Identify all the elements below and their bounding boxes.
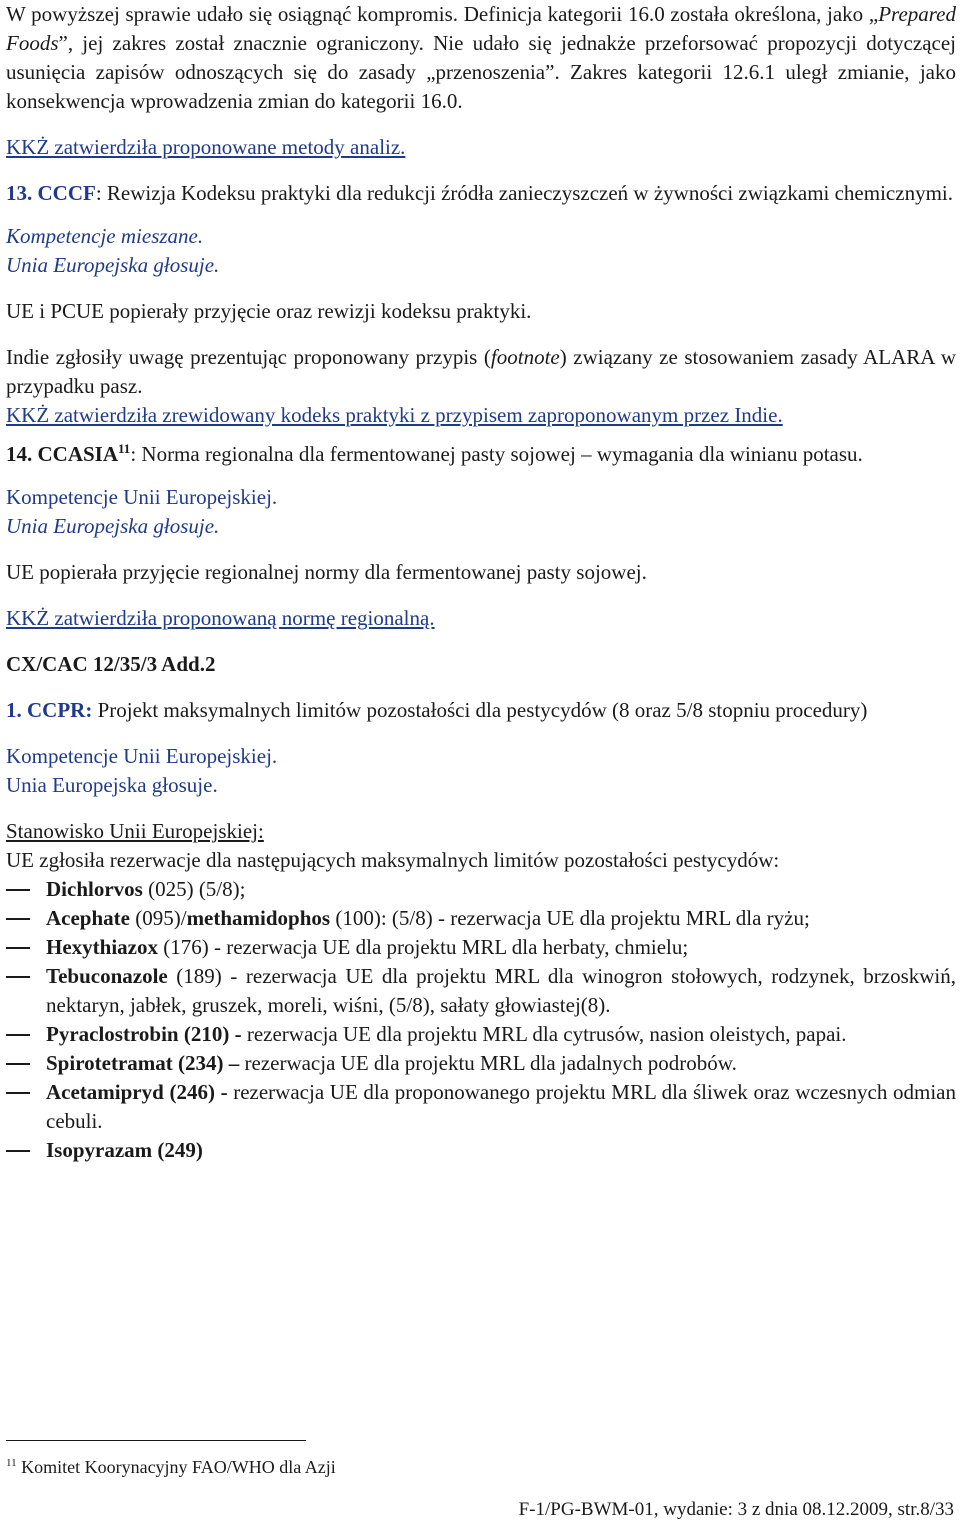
item13-p2-c: ) związany ze stosowaniem zasady ALARA w przypadku pasz. (6, 345, 957, 398)
item13-decision: KKŻ zatwierdziła zrewidowany kodeks praktyki z przypisem zaproponowanym przez Indie. (6, 403, 783, 427)
list-item (6, 1020, 956, 1049)
item1-vote: Unia Europejska głosuje. (6, 773, 218, 797)
item1-title: Projekt maksymalnych limitów pozostałości dla pestycydów (8 oraz 5/8 stopniu procedury) (92, 698, 868, 722)
intro-text-italic: Prepared Foods (6, 2, 956, 55)
dash-bullet-icon (6, 1150, 30, 1152)
item13-p2-a: Indie zgłosiły uwagę prezentując proponowany przypis ( (6, 345, 491, 369)
item13-p2-italic: footnote (490, 345, 560, 369)
footnote-divider (6, 1440, 306, 1441)
dash-bullet-icon (6, 1092, 30, 1094)
item14-heading (6, 440, 956, 469)
dash-bullet-icon (6, 889, 30, 891)
item14-footnote-ref: 11 (118, 441, 131, 456)
item13-title: : Rewizja Kodeksu praktyki dla redukcji źródła zanieczyszczeń w żywności związkami chemicznymi. (95, 181, 953, 205)
list-item (6, 1078, 956, 1136)
footnote (6, 1455, 336, 1479)
dash-bullet-icon (6, 1063, 30, 1065)
list-item (6, 1136, 956, 1165)
item14-decision: KKŻ zatwierdziła proponowaną normę regionalną. (6, 606, 435, 630)
list-item-text: (025) (5/8); (142, 877, 246, 901)
item1-heading (6, 696, 956, 725)
item1-position-heading: Stanowisko Unii Europejskiej: (6, 819, 264, 843)
item14-number: 14. (6, 442, 33, 466)
list-item-text: (100): (5/8) - rezerwacja UE dla projektu MRL dla ryżu; (330, 906, 810, 930)
dash-bullet-icon (6, 1034, 30, 1036)
dash-bullet-icon (6, 947, 30, 949)
list-item-text: rezerwacja UE dla projektu MRL dla cytrusów, nasion oleistych, papai. (241, 1022, 847, 1046)
list-item-bold: Dichlorvos (46, 877, 143, 901)
list-item-text: rezerwacja UE dla proponowanego projektu MRL dla śliwek oraz wczesnych odmian cebuli. (46, 1080, 956, 1133)
list-item-bold: Tebuconazole (46, 964, 168, 988)
item14-code: CCASIA (37, 442, 119, 466)
list-item (6, 904, 956, 933)
pesticide-reservation-list (6, 875, 956, 1165)
page-footer: F-1/PG-BWM-01, wydanie: 3 z dnia 08.12.2009, str.8/33 (518, 1499, 954, 1520)
item14-competence: Kompetencje Unii Europejskiej. (6, 485, 278, 509)
list-item-bold: Hexythiazox (46, 935, 158, 959)
item13-code: CCCF (37, 181, 96, 205)
item1-competence: Kompetencje Unii Europejskiej. (6, 744, 278, 768)
item13-number: 13. (6, 181, 33, 205)
intro-decision: KKŻ zatwierdziła proponowane metody analiz. (6, 135, 406, 159)
item13-competence: Kompetencje mieszane. (6, 224, 204, 248)
item1-position-text: UE zgłosiła rezerwacje dla następujących maksymalnych limitów pozostałości pestycydów: (6, 848, 780, 872)
item14-title: : Norma regionalna dla fermentowanej pasty sojowej – wymagania dla winianu potasu. (130, 442, 863, 466)
list-item (6, 1049, 956, 1078)
list-item-bold: Acephate (46, 906, 130, 930)
list-item (6, 962, 956, 1020)
intro-text-c: ”, jej zakres został znacznie ograniczony. Nie udało się jednakże przeforsować propozycji dotyczącej usunięcia zapisów odnoszących się do zasady „przenoszenia”. Zakres kategorii 12.6.1 uległ zmianie, jako konsekwencja wprowadzenia zmian do kategorii 16.0. (6, 31, 956, 113)
list-item-mid: (095)/ (129, 906, 187, 930)
item14-vote: Unia Europejska głosuje. (6, 514, 220, 538)
item13-paragraph-1: UE i PCUE popierały przyjęcie oraz rewizji kodeksu praktyki. (6, 299, 532, 323)
item13-paragraph-2 (6, 343, 956, 401)
list-item (6, 875, 956, 904)
footnote-text: Komitet Koorynacyjny FAO/WHO dla Azji (16, 1457, 336, 1477)
list-item-text: (189) - rezerwacja UE dla projektu MRL dla winogron stołowych, rodzynek, brzoskwiń, nektaryn, jabłek, gruszek, moreli, wiśni, (5/8), sałaty głowiastej(8). (46, 964, 956, 1017)
list-item-bold-2: methamidophos (186, 906, 331, 930)
dash-bullet-icon (6, 976, 30, 978)
list-item-text: (176) - rezerwacja UE dla projektu MRL dla herbaty, chmielu; (157, 935, 689, 959)
intro-paragraph (6, 0, 956, 116)
list-item-text: rezerwacja UE dla projektu MRL dla jadalnych podrobów. (239, 1051, 737, 1075)
document-page (6, 0, 956, 1165)
list-item-bold: Isopyrazam (249) (46, 1138, 203, 1162)
item1-code: CCPR: (27, 698, 93, 722)
item13-vote: Unia Europejska głosuje. (6, 253, 220, 277)
dash-bullet-icon (6, 918, 30, 920)
list-item (6, 933, 956, 962)
item1-number: 1. (6, 698, 22, 722)
intro-text-a: W powyższej sprawie udało się osiągnąć kompromis. Definicja kategorii 16.0 została określona, jako „ (6, 2, 879, 26)
item14-paragraph-1: UE popierała przyjęcie regionalnej normy dla fermentowanej pasty sojowej. (6, 560, 647, 584)
list-item-bold: Acetamipryd (246) - (46, 1080, 228, 1104)
list-item-bold: Pyraclostrobin (210) - (46, 1022, 242, 1046)
document-reference-heading: CX/CAC 12/35/3 Add.2 (6, 652, 216, 676)
list-item-bold: Spirotetramat (234) – (46, 1051, 240, 1075)
footnote-number: 11 (6, 1457, 17, 1469)
item13-heading (6, 179, 956, 208)
